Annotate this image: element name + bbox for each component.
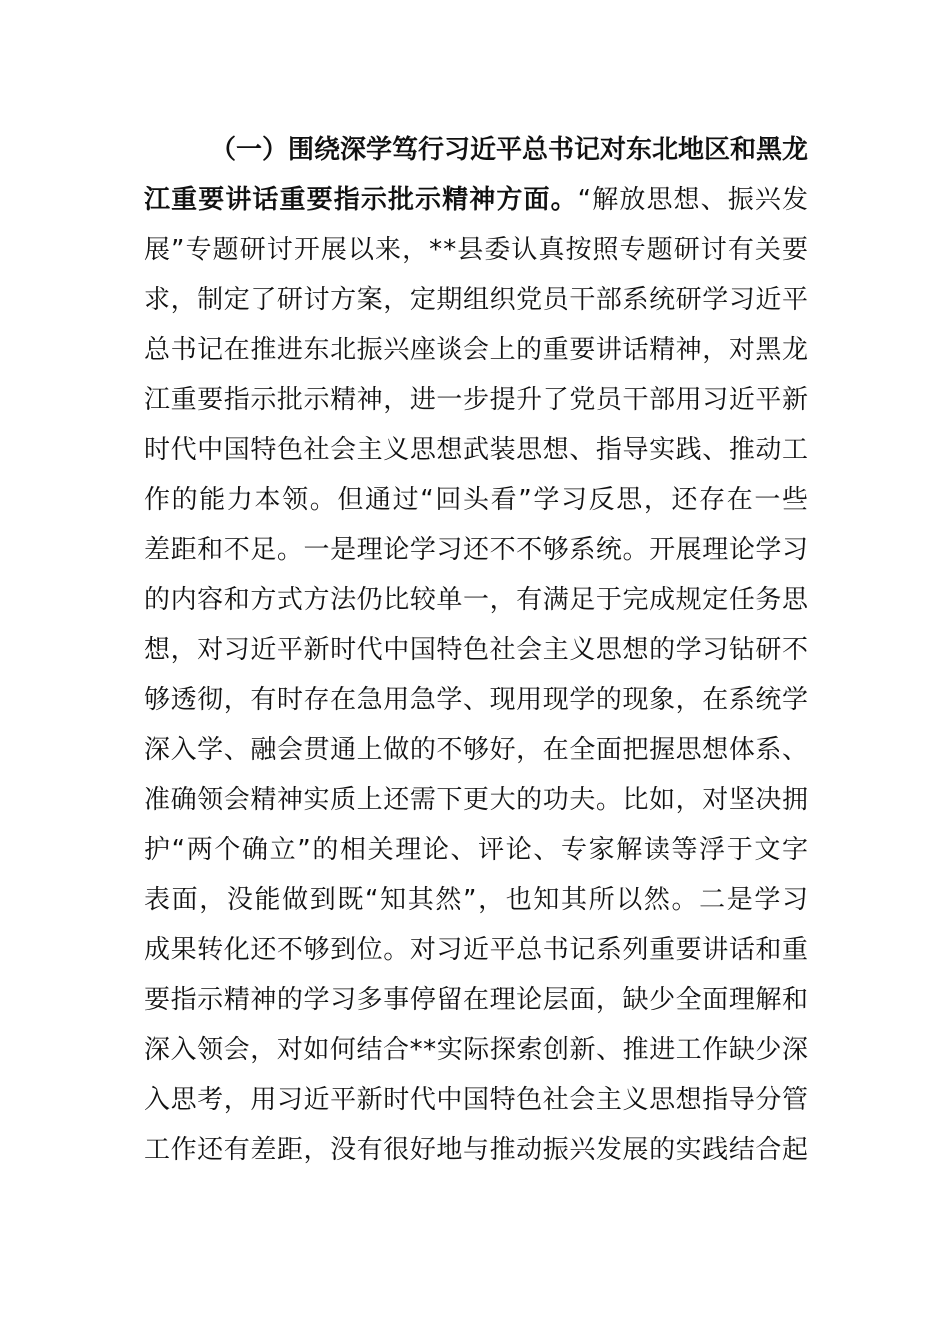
body-text: 展”专题研讨开展以来，**县委认真按照专题研讨有关要 bbox=[144, 235, 810, 265]
line-content bbox=[144, 875, 810, 925]
body-text: 总书记在推进东北振兴座谈会上的重要讲话精神，对黑龙 bbox=[144, 335, 809, 365]
line-content bbox=[210, 125, 808, 175]
line-content bbox=[144, 325, 809, 375]
body-text: 护“两个确立”的相关理论、评论、专家解读等浮于文字 bbox=[144, 835, 810, 865]
line-content bbox=[144, 475, 810, 525]
text-line bbox=[144, 575, 808, 625]
body-text: 时代中国特色社会主义思想武装思想、指导实践、推动工 bbox=[144, 435, 809, 465]
text-line bbox=[144, 775, 808, 825]
line-content bbox=[144, 975, 809, 1025]
body-text: 江重要指示批示精神，进一步提升了党员干部用习近平新 bbox=[144, 385, 809, 415]
body-text: 深入领会，对如何结合**实际探索创新、推进工作缺少深 bbox=[144, 1035, 809, 1065]
body-text: 表面，没能做到既“知其然”，也知其所以然。二是学习 bbox=[144, 885, 810, 915]
body-text: “解放思想、振兴发 bbox=[577, 185, 810, 215]
text-line bbox=[144, 425, 808, 475]
body-text: 够透彻，有时存在急用急学、现用现学的现象，在系统学 bbox=[144, 685, 809, 715]
body-text: 准确领会精神实质上还需下更大的功夫。比如，对坚决拥 bbox=[144, 785, 809, 815]
body-text: 成果转化还不够到位。对习近平总书记系列重要讲话和重 bbox=[144, 935, 809, 965]
text-line bbox=[144, 325, 808, 375]
line-content bbox=[144, 1125, 809, 1175]
body-text: 求，制定了研讨方案，定期组织党员干部系统研学习近平 bbox=[144, 285, 809, 315]
line-content bbox=[144, 225, 809, 275]
section-heading-text: 江重要讲话重要指示批示精神方面。 bbox=[144, 185, 578, 215]
line-content bbox=[144, 425, 809, 475]
line-content bbox=[144, 725, 809, 775]
text-line bbox=[144, 625, 808, 675]
line-content bbox=[144, 625, 809, 675]
line-content bbox=[144, 375, 809, 425]
body-paragraph bbox=[144, 125, 808, 1175]
text-line bbox=[144, 225, 808, 275]
text-line bbox=[144, 925, 808, 975]
body-text: 要指示精神的学习多事停留在理论层面，缺少全面理解和 bbox=[144, 985, 809, 1015]
line-content bbox=[144, 1025, 809, 1075]
text-line bbox=[144, 1025, 808, 1075]
line-content bbox=[144, 925, 809, 975]
line-content bbox=[144, 775, 809, 825]
text-line bbox=[144, 975, 808, 1025]
text-line bbox=[144, 875, 808, 925]
body-text: 差距和不足。一是理论学习还不不够系统。开展理论学习 bbox=[144, 535, 809, 565]
line-content bbox=[144, 525, 809, 575]
body-text: 想，对习近平新时代中国特色社会主义思想的学习钻研不 bbox=[144, 635, 809, 665]
text-line bbox=[144, 275, 808, 325]
body-text: 作的能力本领。但通过“回头看”学习反思，还存在一些 bbox=[144, 485, 810, 515]
text-line bbox=[144, 525, 808, 575]
text-line bbox=[144, 1075, 808, 1125]
text-line bbox=[144, 175, 808, 225]
text-line bbox=[144, 675, 808, 725]
text-line bbox=[144, 475, 808, 525]
section-heading-text: （一）围绕深学笃行习近平总书记对东北地区和黑龙 bbox=[210, 135, 808, 165]
line-content bbox=[144, 675, 809, 725]
line-content bbox=[144, 825, 810, 875]
line-content bbox=[144, 175, 809, 225]
text-line bbox=[144, 1125, 808, 1175]
text-line bbox=[144, 725, 808, 775]
text-line bbox=[144, 375, 808, 425]
body-text: 的内容和方式方法仍比较单一，有满足于完成规定任务思 bbox=[144, 585, 809, 615]
body-text: 工作还有差距，没有很好地与推动振兴发展的实践结合起 bbox=[144, 1135, 809, 1165]
text-line bbox=[144, 125, 808, 175]
line-content bbox=[144, 275, 809, 325]
body-text: 入思考，用习近平新时代中国特色社会主义思想指导分管 bbox=[144, 1085, 809, 1115]
line-content bbox=[144, 1075, 809, 1125]
body-text: 深入学、融会贯通上做的不够好，在全面把握思想体系、 bbox=[144, 735, 809, 765]
line-content bbox=[144, 575, 809, 625]
text-line bbox=[144, 825, 808, 875]
